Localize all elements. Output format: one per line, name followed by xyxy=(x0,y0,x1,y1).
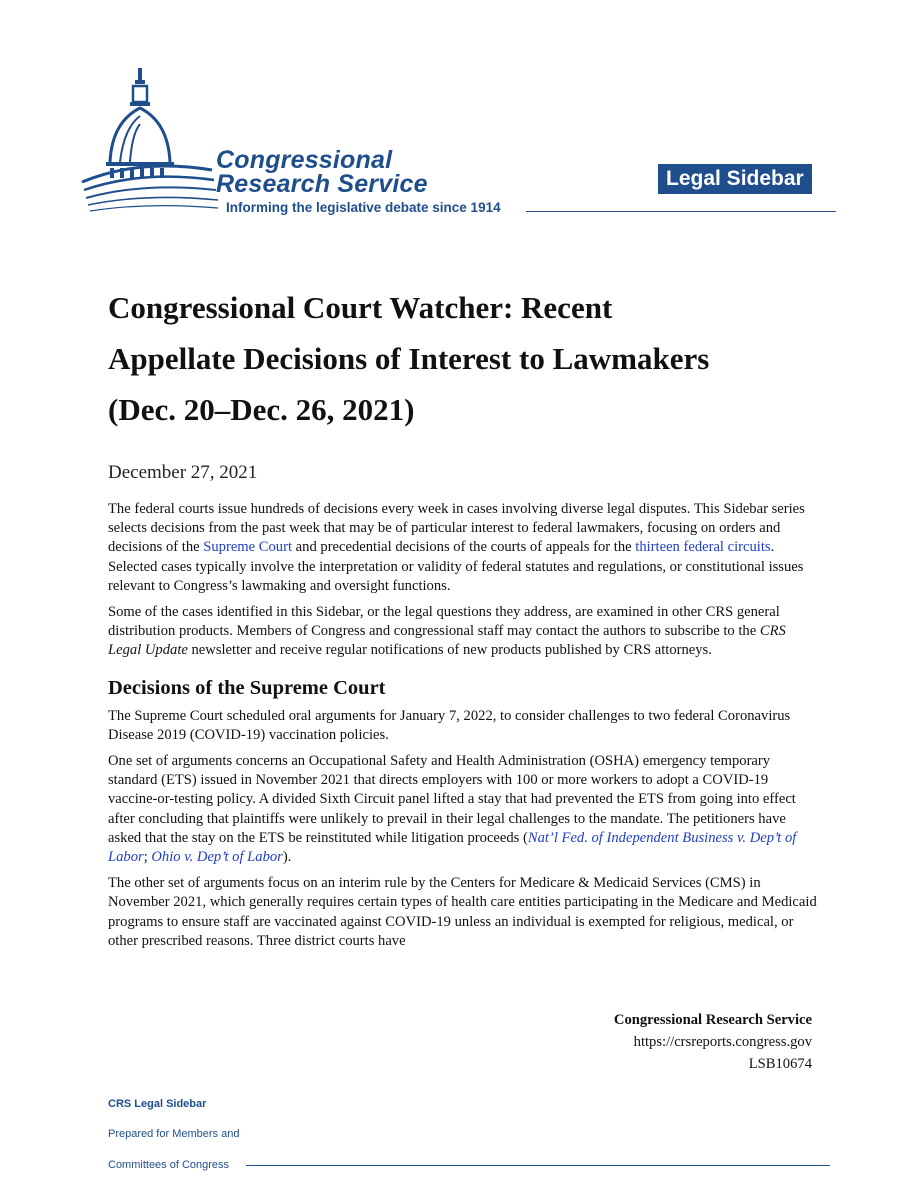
publication-date: December 27, 2021 xyxy=(108,462,258,483)
attribution-url[interactable]: https://crsreports.congress.gov xyxy=(633,1034,812,1050)
capitol-dome-icon xyxy=(80,62,220,222)
title-line-2: Appellate Decisions of Interest to Lawmakers xyxy=(108,341,710,376)
section-paragraph-1: The Supreme Court scheduled oral arguments for January 7, 2022, to consider challenges to two federal Coronavirus Disease 2019 (COVID-19) vaccination policies. xyxy=(108,707,791,743)
newsletter-name: CRS Legal Update xyxy=(108,623,786,659)
text-run: newsletter and receive regular notifications of new products published by CRS attorneys. xyxy=(187,642,712,659)
report-id: LSB10674 xyxy=(748,1056,812,1072)
federal-circuits-link[interactable]: thirteen federal circuits xyxy=(635,539,771,556)
intro-paragraph-2 xyxy=(108,603,820,661)
section-paragraph-2 xyxy=(108,752,820,867)
footer-divider xyxy=(246,1165,830,1166)
text-run: ; xyxy=(143,849,152,866)
footer-series: CRS Legal Sidebar xyxy=(108,1098,207,1110)
footer-prepared-for: Prepared for Members and xyxy=(108,1128,240,1140)
text-run: ). xyxy=(282,849,292,866)
org-name-line1: Congressional xyxy=(216,146,393,174)
legal-sidebar-badge: Legal Sidebar xyxy=(658,164,812,194)
ohio-case-link[interactable]: Ohio v. Dep’t of Labor xyxy=(151,849,283,866)
text-run: One set of arguments concerns an Occupational Safety and Health Administration (OSHA) emergency temporary standard (ETS) issued in November 2021 that directs employers with 100 or more workers to adopt a COVID-19 vaccine-or-testing policy. A divided Sixth Circuit panel lifted a stay that had prevented the ETS from going into effect after concluding that plaintiffs were unlikely to prevail in their legal challenges to the mandate. The petitioners have asked that the stay on the ETS be reinstituted while litigation proceeds ( xyxy=(108,753,796,846)
org-name-line2: Research Service xyxy=(216,170,428,198)
header-divider xyxy=(526,211,836,212)
text-run: . Selected cases typically involve the interpretation or validity of federal statutes and regulations, or constitutional issues relevant to Congress’s lawmaking and oversight functions. xyxy=(108,539,804,594)
section-paragraph-3: The other set of arguments focus on an interim rule by the Centers for Medicare & Medicaid Services (CMS) in November 2021, which generally requires certain types of health care entities participating in the Medicare and Medicaid programs to ensure staff are vaccinated against COVID-19 unless an individual is exempted for religious, medical, or other prescribed reasons. Three district courts have xyxy=(108,875,817,949)
nfib-case-link[interactable]: Nat’l Fed. of Independent Business v. Dep’t of Labor xyxy=(108,829,797,866)
org-tagline: Informing the legislative debate since 1914 xyxy=(226,200,501,215)
document-body xyxy=(108,500,820,958)
supreme-court-link[interactable]: Supreme Court xyxy=(203,539,293,556)
section-heading: Decisions of the Supreme Court xyxy=(108,676,386,699)
text-run: Some of the cases identified in this Sidebar, or the legal questions they address, are examined in other CRS general distribution products. Members of Congress and congressional staff may contact the authors to subscribe to the xyxy=(108,604,780,640)
text-run: The federal courts issue hundreds of decisions every week in cases involving diverse legal disputes. This Sidebar series selects decisions from the past week that may be of particular interest to federal lawmakers, focusing on orders and decisions of the xyxy=(108,501,805,556)
title-line-1: Congressional Court Watcher: Recent xyxy=(108,290,613,325)
page-title xyxy=(108,282,828,435)
text-run: and precedential decisions of the courts of appeals for the xyxy=(292,539,636,556)
intro-paragraph-1 xyxy=(108,500,820,596)
title-line-3: (Dec. 20–Dec. 26, 2021) xyxy=(108,392,415,427)
crs-logo xyxy=(80,62,501,222)
footer-committees: Committees of Congress xyxy=(108,1159,230,1171)
report-attribution xyxy=(614,1009,812,1075)
attribution-org: Congressional Research Service xyxy=(613,1012,812,1028)
